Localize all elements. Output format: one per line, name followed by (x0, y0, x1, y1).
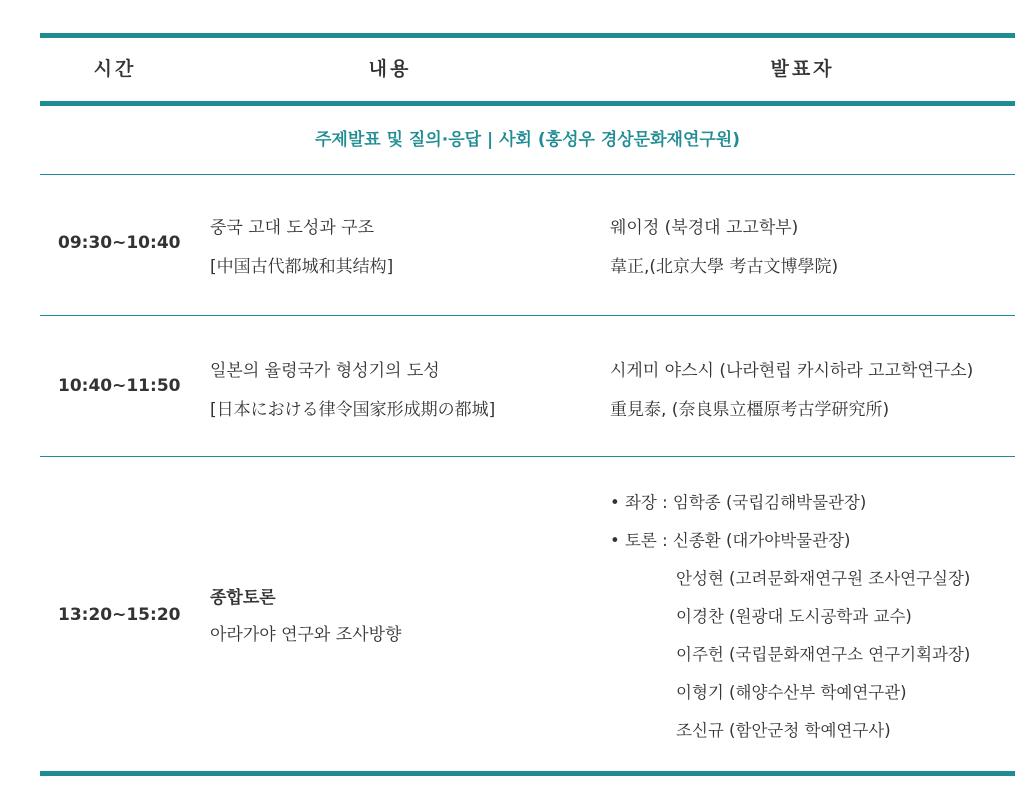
row-time: 10:40~11:50 (58, 376, 181, 396)
header-presenter: 발표자 (770, 58, 835, 80)
row-content (210, 213, 393, 277)
panel-discussant: 안성현 (고려문화재연구원 조사연구실장) (676, 569, 971, 588)
section-title: 주제발표 및 질의·응답 | 사회 (홍성우 경상문화재연구원) (314, 130, 740, 150)
table-row (40, 316, 1015, 456)
row-presenter (610, 489, 970, 755)
content-title: 일본의 율령국가 형성기의 도성 (210, 361, 440, 381)
row-time: 09:30~10:40 (58, 233, 181, 253)
row-content (210, 583, 401, 645)
presenter-original: 重見泰, (奈良県立橿原考古学研究所) (610, 400, 890, 420)
row-presenter (610, 356, 973, 420)
bottom-rule (40, 771, 1015, 776)
row-time: 13:20~15:20 (58, 605, 181, 625)
panel-discussant: 이경찬 (원광대 도시공학과 교수) (676, 607, 912, 626)
panel-discussant: • 토론 : 신종환 (대가야박물관장) (610, 531, 851, 550)
table-row (40, 175, 1015, 315)
content-subtitle: [日本における律令国家形成期の都城] (210, 400, 496, 420)
presenter-original: 韋正,(北京大學 考古文博學院) (610, 257, 839, 277)
presenter-korean: 시게미 야스시 (나라현립 카시하라 고고학연구소) (610, 361, 974, 381)
content-title: 중국 고대 도성과 구조 (210, 218, 375, 238)
presenter-korean: 웨이정 (북경대 고고학부) (610, 218, 799, 238)
content-title: 종합토론 (210, 588, 276, 608)
content-subtitle: 아라가야 연구와 조사방향 (210, 625, 402, 645)
content-subtitle: [中国古代都城和其结构] (210, 257, 394, 277)
header-content: 내용 (368, 58, 412, 80)
table-row (40, 457, 1015, 770)
panel-discussant: 조신규 (함안군청 학예연구사) (676, 721, 891, 740)
row-presenter (610, 213, 838, 277)
panel-discussant: 이형기 (해양수산부 학예연구관) (676, 683, 907, 702)
table-header (40, 38, 1015, 100)
row-content (210, 356, 495, 420)
panel-discussant: 이주헌 (국립문화재연구소 연구기획과장) (676, 645, 971, 664)
panel-chair: • 좌장 : 임학종 (국립김해박물관장) (610, 493, 867, 512)
header-time: 시간 (93, 58, 137, 80)
